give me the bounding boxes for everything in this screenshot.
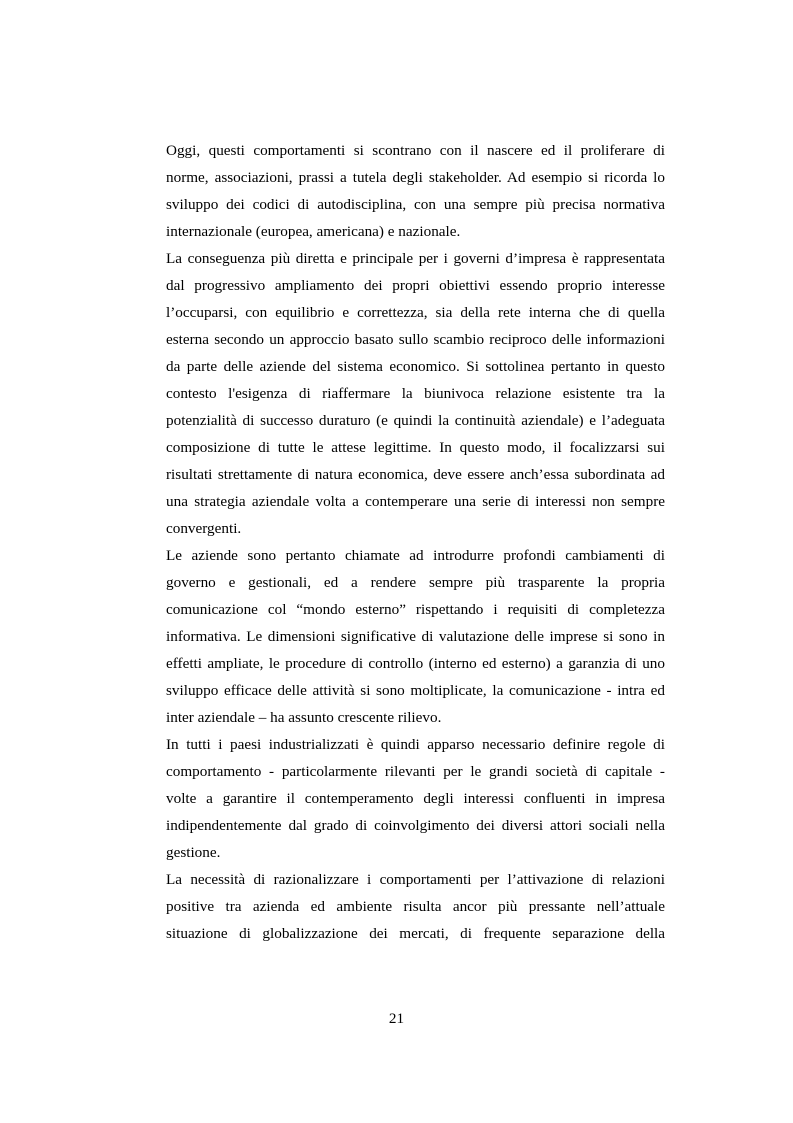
text-line: potenzialità di successo duraturo (e quindi la continuità aziendale) e l’adeguata	[166, 412, 665, 429]
text-line: comportamento - particolarmente rilevanti per le grandi società di capitale -	[166, 763, 665, 780]
text-line: Oggi, questi comportamenti si scontrano con il nascere ed il proliferare di	[166, 142, 665, 159]
page-number: 21	[388, 1010, 405, 1027]
text-line: contesto l'esigenza di riaffermare la biunivoca relazione esistente tra la	[166, 385, 665, 402]
text-line: l’occuparsi, con equilibrio e correttezza, sia della rete interna che di quella	[166, 304, 665, 321]
text-line: sviluppo efficace delle attività si sono moltiplicate, la comunicazione - intra ed	[166, 682, 665, 699]
text-line: convergenti.	[166, 520, 242, 537]
body-text	[166, 137, 665, 947]
text-line: informativa. Le dimensioni significative di valutazione delle imprese si sono in	[166, 628, 665, 645]
text-line: risultati strettamente di natura economica, deve essere anch’essa subordinata ad	[166, 466, 665, 483]
text-line: sviluppo dei codici di autodisciplina, con una sempre più precisa normativa	[166, 196, 665, 213]
text-line: effetti ampliate, le procedure di controllo (interno ed esterno) a garanzia di uno	[166, 655, 665, 672]
text-line: composizione di tutte le attese legittime. In questo modo, il focalizzarsi sui	[166, 439, 665, 456]
text-line: governo e gestionali, ed a rendere sempre più trasparente la propria	[166, 574, 665, 591]
text-line: situazione di globalizzazione dei mercati, di frequente separazione della	[166, 925, 665, 942]
text-line: comunicazione col “mondo esterno” rispettando i requisiti di completezza	[166, 601, 665, 618]
text-line: inter aziendale – ha assunto crescente rilievo.	[166, 709, 442, 726]
text-line: una strategia aziendale volta a contemperare una serie di interessi non sempre	[166, 493, 665, 510]
text-line: positive tra azienda ed ambiente risulta ancor più pressante nell’attuale	[166, 898, 665, 915]
text-line: In tutti i paesi industrializzati è quindi apparso necessario definire regole di	[166, 736, 665, 753]
text-line: La conseguenza più diretta e principale per i governi d’impresa è rappresentata	[166, 250, 665, 267]
text-line: dal progressivo ampliamento dei propri obiettivi essendo proprio interesse	[166, 277, 665, 294]
text-line: esterna secondo un approccio basato sullo scambio reciproco delle informazioni	[166, 331, 665, 348]
text-line: indipendentemente dal grado di coinvolgimento dei diversi attori sociali nella	[166, 817, 665, 834]
text-line: Le aziende sono pertanto chiamate ad introdurre profondi cambiamenti di	[166, 547, 665, 564]
text-line: internazionale (europea, americana) e nazionale.	[166, 223, 461, 240]
text-line: norme, associazioni, prassi a tutela degli stakeholder. Ad esempio si ricorda lo	[166, 169, 665, 186]
text-line: La necessità di razionalizzare i comportamenti per l’attivazione di relazioni	[166, 871, 665, 888]
text-line: volte a garantire il contemperamento degli interessi confluenti in impresa	[166, 790, 665, 807]
text-line: gestione.	[166, 844, 221, 861]
text-line: da parte delle aziende del sistema economico. Si sottolinea pertanto in questo	[166, 358, 665, 375]
